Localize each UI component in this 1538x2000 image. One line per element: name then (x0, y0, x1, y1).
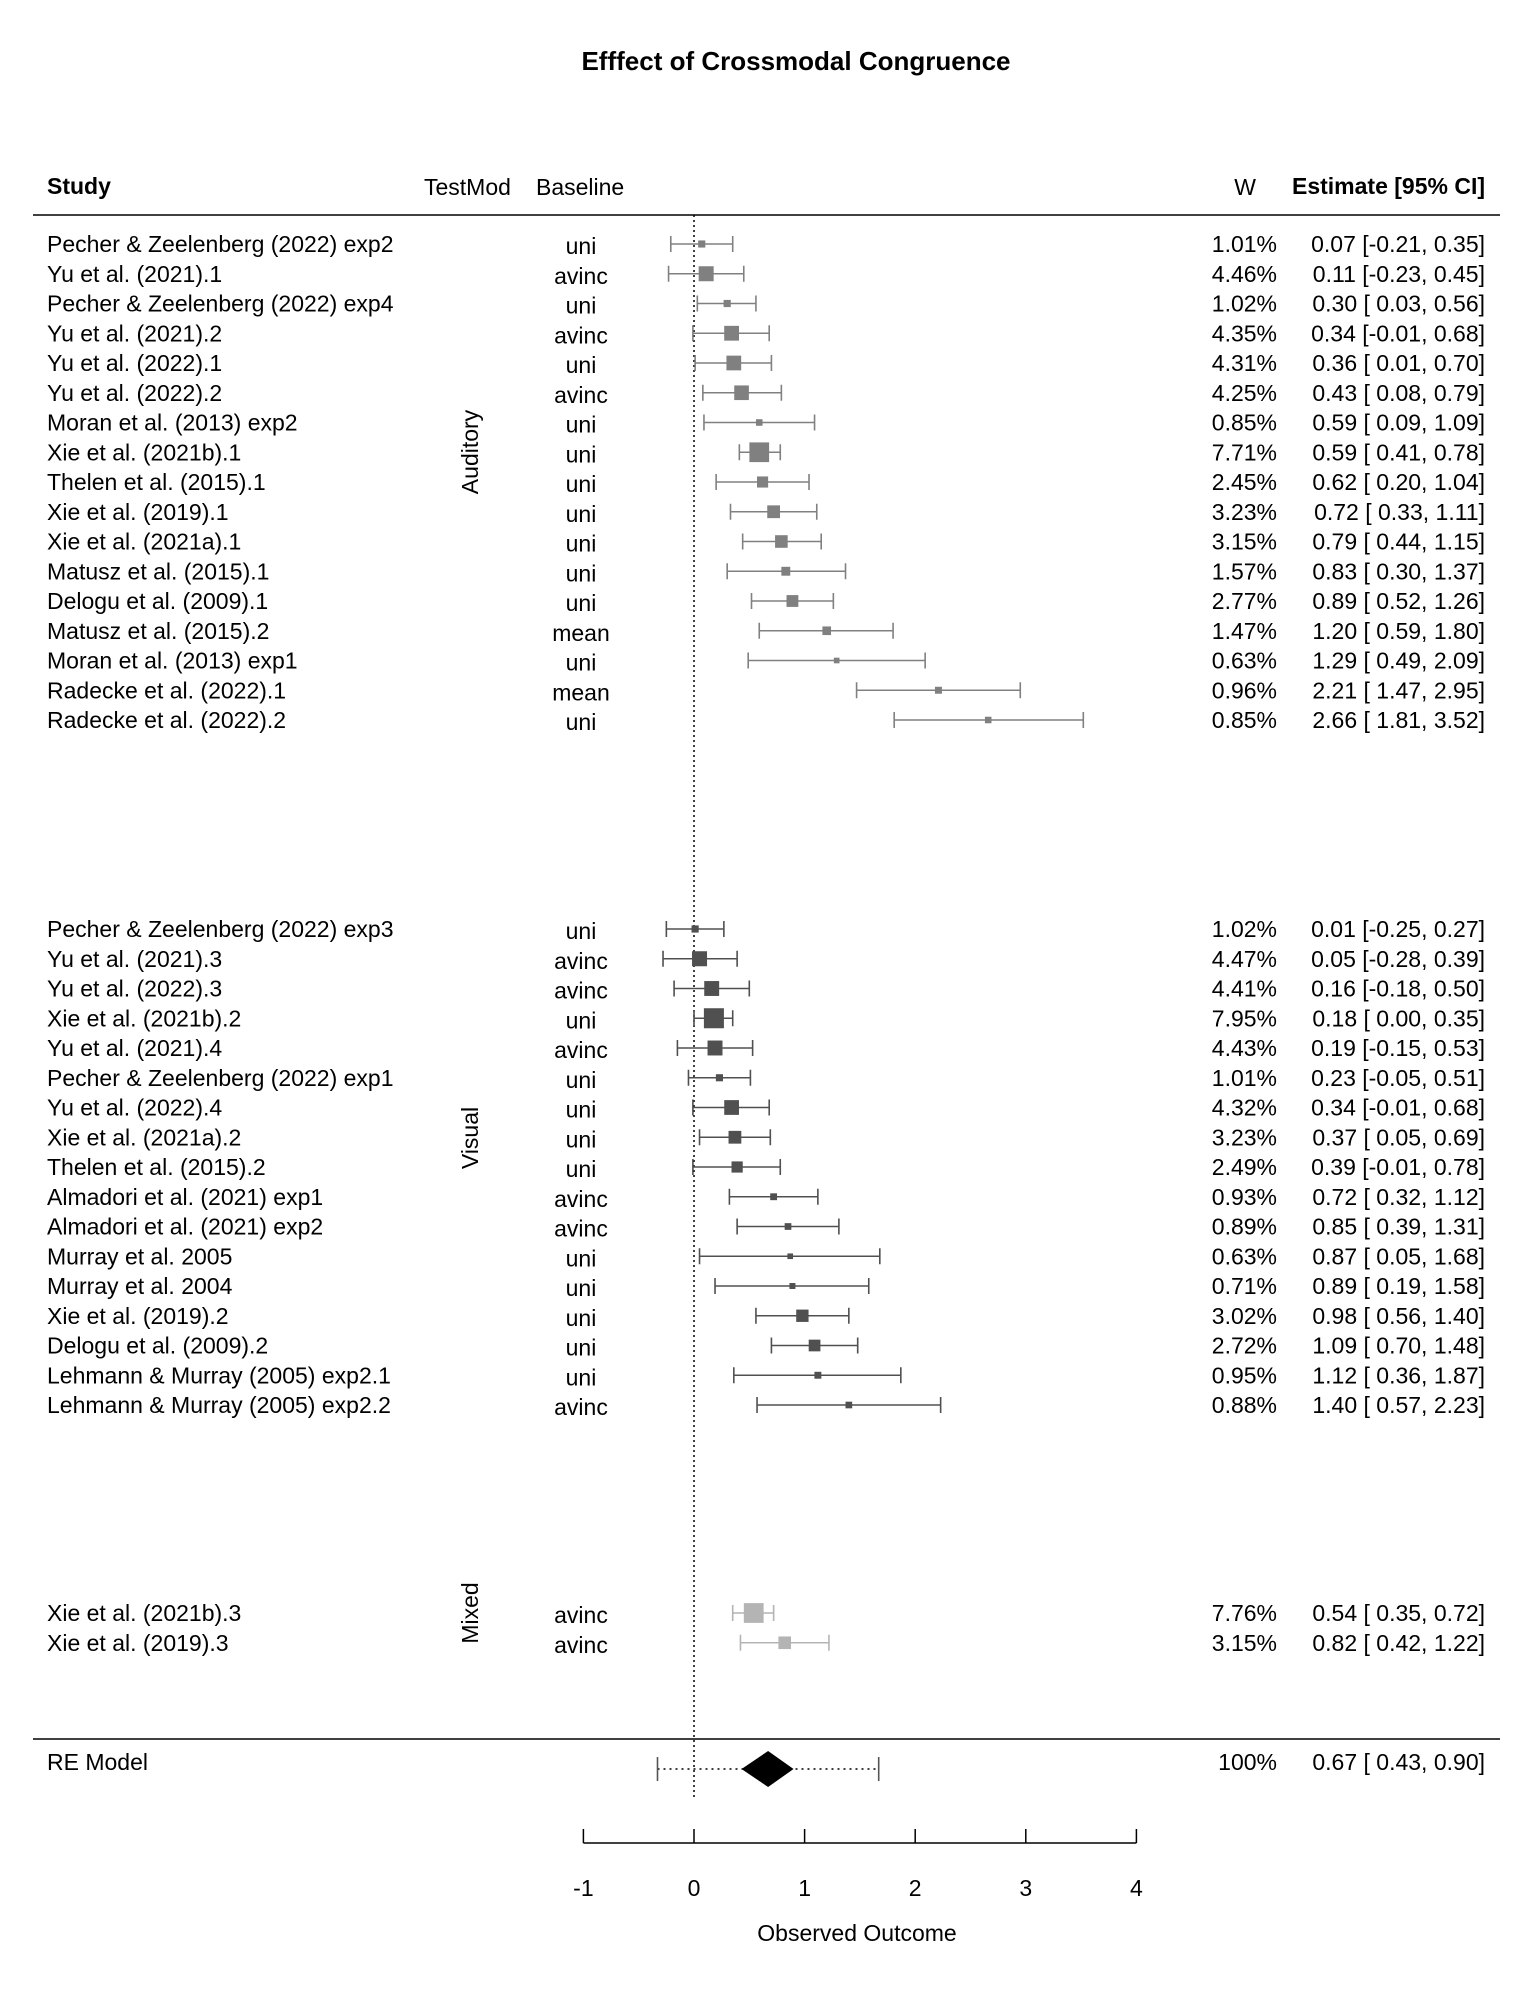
estimate-label: 1.12 [ 0.36, 1.87] (1312, 1362, 1485, 1389)
study-label: Pecher & Zeelenberg (2022) exp1 (47, 1064, 394, 1091)
study-row (47, 291, 1485, 319)
estimate-label: 0.89 [ 0.19, 1.58] (1312, 1273, 1485, 1299)
study-label: Xie et al. (2021a).2 (47, 1124, 242, 1151)
estimate-label: 0.82 [ 0.42, 1.22] (1312, 1629, 1485, 1656)
baseline-label: mean (552, 619, 610, 646)
weight-label: 4.47% (1211, 945, 1277, 972)
study-label: Murray et al. 2005 (47, 1243, 233, 1270)
study-row (47, 1303, 1485, 1331)
study-row (47, 916, 1485, 944)
study-row (47, 1273, 1485, 1301)
study-row (47, 1065, 1485, 1093)
study-label: Yu et al. (2022).4 (47, 1094, 223, 1121)
study-label: Matusz et al. (2015).1 (47, 558, 270, 585)
baseline-label: avinc (554, 977, 608, 1004)
study-row (47, 410, 1485, 438)
study-label: Murray et al. 2004 (47, 1273, 233, 1299)
baseline-label: uni (565, 292, 597, 319)
estimate-label: 0.59 [ 0.41, 0.78] (1312, 439, 1485, 466)
baseline-label: uni (565, 471, 597, 497)
weight-label: 4.43% (1211, 1035, 1277, 1061)
point-estimate-box (704, 981, 719, 996)
point-estimate-box (796, 1310, 808, 1322)
point-estimate-box (834, 658, 840, 664)
study-label: Xie et al. (2019).1 (47, 498, 229, 525)
weight-label: 7.95% (1211, 1005, 1277, 1032)
point-estimate-box (781, 567, 790, 576)
baseline-label: avinc (554, 947, 608, 974)
point-estimate-box (785, 1223, 792, 1230)
group-label: Auditory (457, 409, 483, 495)
estimate-label: 0.16 [-0.18, 0.50] (1311, 975, 1485, 1002)
weight-label: 0.93% (1211, 1183, 1277, 1210)
estimate-label: 0.18 [ 0.00, 0.35] (1312, 1005, 1485, 1032)
weight-label: 3.15% (1211, 528, 1277, 555)
point-estimate-box (846, 1402, 853, 1409)
baseline-label: uni (565, 1334, 597, 1361)
estimate-label: 1.40 [ 0.57, 2.23] (1312, 1392, 1485, 1418)
weight-label: 3.23% (1211, 498, 1277, 525)
point-estimate-box (770, 1193, 777, 1200)
study-row (47, 380, 1485, 408)
baseline-label: avinc (554, 1631, 608, 1658)
header-testmod: TestMod (424, 174, 511, 200)
weight-label: 3.15% (1211, 1629, 1277, 1656)
study-label: Pecher & Zeelenberg (2022) exp3 (47, 916, 394, 942)
weight-label: 3.23% (1211, 1124, 1277, 1151)
study-label: Matusz et al. (2015).2 (47, 617, 270, 644)
estimate-label: 1.09 [ 0.70, 1.48] (1312, 1332, 1485, 1359)
baseline-label: uni (565, 500, 597, 527)
chart-title: Efffect of Crossmodal Congruence (581, 46, 1011, 76)
weight-label: 7.76% (1211, 1600, 1277, 1626)
group-label: Visual (457, 1106, 483, 1170)
study-label: Xie et al. (2021a).1 (47, 528, 242, 555)
point-estimate-box (724, 1100, 739, 1115)
study-label: Almadori et al. (2021) exp2 (47, 1213, 324, 1240)
study-label: Lehmann & Murray (2005) exp2.1 (47, 1362, 391, 1389)
point-estimate-box (698, 240, 705, 247)
weight-label: 1.02% (1211, 290, 1277, 317)
estimate-label: 0.72 [ 0.33, 1.11] (1314, 498, 1485, 525)
weight-label: 1.01% (1211, 1064, 1277, 1091)
group-label: Mixed (457, 1582, 483, 1644)
weight-label: 0.85% (1211, 707, 1277, 733)
weight-label: 2.72% (1211, 1332, 1277, 1359)
weight-label: 2.49% (1211, 1154, 1277, 1180)
study-label: Xie et al. (2021b).3 (47, 1600, 242, 1626)
x-tick-label: 1 (798, 1875, 811, 1901)
point-estimate-box (756, 419, 763, 426)
point-estimate-box (767, 505, 780, 518)
study-label: Yu et al. (2021).2 (47, 320, 223, 347)
weight-label: 0.63% (1211, 1243, 1277, 1270)
weight-label: 0.85% (1211, 409, 1277, 436)
study-label: Delogu et al. (2009).1 (47, 588, 269, 614)
estimate-label: 0.37 [ 0.05, 0.69] (1312, 1124, 1485, 1151)
study-label: Radecke et al. (2022).1 (47, 677, 287, 704)
weight-label: 4.31% (1211, 350, 1277, 376)
point-estimate-box (699, 266, 714, 281)
study-label: Yu et al. (2022).3 (47, 975, 223, 1002)
estimate-label: 1.29 [ 0.49, 2.09] (1312, 647, 1485, 674)
baseline-label: uni (565, 441, 597, 468)
point-estimate-box (692, 925, 699, 932)
point-estimate-box (822, 626, 831, 635)
point-estimate-box (787, 1253, 793, 1259)
study-label: Thelen et al. (2015).1 (47, 469, 266, 495)
estimate-label: 0.34 [-0.01, 0.68] (1311, 320, 1485, 347)
weight-label: 0.89% (1211, 1213, 1277, 1240)
summary-estimate: 0.67 [ 0.43, 0.90] (1312, 1749, 1485, 1775)
baseline-label: uni (565, 560, 597, 587)
estimate-label: 0.85 [ 0.39, 1.31] (1312, 1213, 1485, 1240)
point-estimate-box (778, 1636, 791, 1649)
baseline-label: avinc (554, 1215, 608, 1242)
study-row (47, 1214, 1485, 1242)
weight-label: 1.01% (1211, 231, 1277, 257)
study-row (47, 1124, 1485, 1152)
study-row (47, 231, 1485, 259)
estimate-label: 0.07 [-0.21, 0.35] (1311, 231, 1485, 257)
baseline-label: avinc (554, 381, 608, 408)
weight-label: 0.88% (1211, 1392, 1277, 1418)
study-label: Yu et al. (2021).1 (47, 260, 223, 287)
study-label: Xie et al. (2019).3 (47, 1629, 229, 1656)
estimate-label: 2.21 [ 1.47, 2.95] (1312, 677, 1485, 704)
study-label: Lehmann & Murray (2005) exp2.2 (47, 1392, 391, 1418)
weight-label: 1.57% (1211, 558, 1277, 585)
weight-label: 0.63% (1211, 647, 1277, 674)
weight-label: 1.47% (1211, 617, 1277, 644)
weight-label: 0.96% (1211, 677, 1277, 704)
estimate-label: 0.05 [-0.28, 0.39] (1311, 945, 1485, 972)
weight-label: 1.02% (1211, 916, 1277, 942)
estimate-label: 0.36 [ 0.01, 0.70] (1312, 350, 1485, 376)
point-estimate-box (744, 1603, 764, 1623)
point-estimate-box (789, 1283, 795, 1289)
estimate-label: 0.79 [ 0.44, 1.15] (1312, 528, 1485, 555)
study-row (47, 529, 1485, 557)
point-estimate-box (787, 595, 799, 607)
weight-label: 4.35% (1211, 320, 1277, 347)
study-label: Radecke et al. (2022).2 (47, 707, 287, 733)
baseline-label: mean (552, 679, 610, 706)
point-estimate-box (724, 300, 731, 307)
study-row (47, 1005, 1485, 1033)
weight-label: 2.45% (1211, 469, 1277, 495)
estimate-label: 0.98 [ 0.56, 1.40] (1312, 1302, 1485, 1329)
study-label: Thelen et al. (2015).2 (47, 1154, 266, 1180)
estimate-label: 0.54 [ 0.35, 0.72] (1312, 1600, 1485, 1626)
point-estimate-box (985, 717, 992, 724)
point-estimate-box (935, 687, 942, 694)
summary-weight: 100% (1218, 1749, 1277, 1775)
study-row (47, 1035, 1485, 1063)
study-row (47, 350, 1485, 378)
header-study: Study (47, 173, 111, 199)
study-row (47, 1392, 1485, 1420)
x-tick-label: 3 (1019, 1875, 1033, 1901)
point-estimate-box (775, 535, 788, 548)
x-axis-label: Observed Outcome (757, 1920, 957, 1946)
study-label: Moran et al. (2013) exp2 (47, 409, 298, 436)
study-row (47, 1184, 1485, 1212)
estimate-label: 0.34 [-0.01, 0.68] (1311, 1094, 1485, 1121)
study-label: Moran et al. (2013) exp1 (47, 647, 298, 674)
estimate-label: 0.11 [-0.23, 0.45] (1312, 260, 1485, 287)
estimate-label: 0.83 [ 0.30, 1.37] (1312, 558, 1485, 585)
point-estimate-box (814, 1372, 821, 1379)
study-row (47, 1362, 1485, 1390)
header-estimate: Estimate [95% CI] (1291, 173, 1485, 199)
study-row (47, 320, 1485, 348)
estimate-label: 0.59 [ 0.09, 1.09] (1312, 409, 1485, 436)
baseline-label: avinc (554, 322, 608, 349)
study-label: Xie et al. (2021b).1 (47, 439, 242, 466)
study-row (47, 618, 1485, 646)
weight-label: 4.46% (1211, 260, 1277, 287)
study-row (47, 1600, 1485, 1628)
baseline-label: uni (565, 411, 597, 438)
estimate-label: 0.87 [ 0.05, 1.68] (1312, 1243, 1485, 1270)
study-row (47, 469, 1485, 497)
estimate-label: 0.62 [ 0.20, 1.04] (1312, 469, 1485, 495)
study-row (47, 1630, 1485, 1658)
study-row (47, 1154, 1485, 1182)
baseline-label: uni (565, 1304, 597, 1331)
baseline-label: uni (565, 709, 597, 735)
point-estimate-box (809, 1340, 821, 1352)
study-row (47, 439, 1485, 467)
baseline-label: uni (565, 233, 597, 259)
point-estimate-box (732, 1161, 743, 1172)
study-row (47, 976, 1485, 1004)
study-row (47, 946, 1485, 974)
weight-label: 0.95% (1211, 1362, 1277, 1389)
baseline-label: uni (565, 649, 597, 676)
estimate-label: 0.19 [-0.15, 0.53] (1311, 1035, 1485, 1061)
baseline-label: avinc (554, 1394, 608, 1420)
weight-label: 0.71% (1211, 1273, 1277, 1299)
header-weight: W (1234, 174, 1256, 200)
baseline-label: avinc (554, 1602, 608, 1628)
study-row (47, 1333, 1485, 1361)
estimate-label: 1.20 [ 0.59, 1.80] (1312, 617, 1485, 644)
baseline-label: uni (565, 530, 597, 557)
estimate-label: 0.23 [-0.05, 0.51] (1311, 1064, 1485, 1091)
study-row (47, 261, 1485, 289)
baseline-label: avinc (554, 262, 608, 289)
summary-diamond (742, 1751, 794, 1787)
point-estimate-box (724, 326, 739, 341)
weight-label: 4.41% (1211, 975, 1277, 1002)
study-row (47, 1095, 1485, 1123)
baseline-label: uni (565, 918, 597, 944)
x-tick-label: 4 (1130, 1875, 1143, 1901)
baseline-label: uni (565, 352, 597, 378)
point-estimate-box (708, 1041, 723, 1056)
estimate-label: 0.39 [-0.01, 0.78] (1311, 1154, 1485, 1180)
study-label: Yu et al. (2021).4 (47, 1035, 223, 1061)
baseline-label: uni (565, 1275, 597, 1301)
point-estimate-box (704, 1008, 724, 1028)
study-label: Almadori et al. (2021) exp1 (47, 1183, 324, 1210)
weight-label: 2.77% (1211, 588, 1277, 614)
study-row (47, 588, 1485, 616)
study-row (47, 648, 1485, 676)
point-estimate-box (734, 385, 749, 400)
estimate-label: 0.43 [ 0.08, 0.79] (1312, 379, 1485, 406)
baseline-label: uni (565, 1245, 597, 1272)
baseline-label: uni (565, 1156, 597, 1182)
study-row (47, 677, 1485, 705)
estimate-label: 0.89 [ 0.52, 1.26] (1312, 588, 1485, 614)
baseline-label: uni (565, 1096, 597, 1123)
weight-label: 4.32% (1211, 1094, 1277, 1121)
weight-label: 7.71% (1211, 439, 1277, 466)
study-label: Pecher & Zeelenberg (2022) exp2 (47, 231, 394, 257)
point-estimate-box (749, 442, 769, 462)
weight-label: 4.25% (1211, 379, 1277, 406)
estimate-label: 2.66 [ 1.81, 3.52] (1312, 707, 1485, 733)
estimate-label: 0.01 [-0.25, 0.27] (1311, 916, 1485, 942)
study-label: Xie et al. (2021b).2 (47, 1005, 242, 1032)
study-label: Pecher & Zeelenberg (2022) exp4 (47, 290, 394, 317)
x-tick-label: 0 (687, 1875, 701, 1901)
study-row (47, 558, 1485, 586)
baseline-label: uni (565, 1126, 597, 1153)
study-row (47, 707, 1485, 735)
point-estimate-box (729, 1131, 742, 1144)
study-row (47, 1243, 1485, 1271)
baseline-label: uni (565, 1007, 597, 1034)
study-label: Delogu et al. (2009).2 (47, 1332, 269, 1359)
study-label: Yu et al. (2022).2 (47, 379, 223, 406)
study-label: Xie et al. (2019).2 (47, 1302, 229, 1329)
x-tick-label: 2 (908, 1875, 922, 1901)
baseline-label: avinc (554, 1185, 608, 1212)
baseline-label: uni (565, 590, 597, 616)
weight-label: 3.02% (1211, 1302, 1277, 1329)
estimate-label: 0.72 [ 0.32, 1.12] (1312, 1183, 1485, 1210)
point-estimate-box (726, 356, 741, 371)
study-label: Yu et al. (2021).3 (47, 945, 223, 972)
estimate-label: 0.30 [ 0.03, 0.56] (1312, 290, 1485, 317)
point-estimate-box (692, 951, 707, 966)
baseline-label: avinc (554, 1037, 608, 1063)
point-estimate-box (757, 476, 768, 487)
header-baseline: Baseline (536, 174, 625, 200)
study-label: Yu et al. (2022).1 (47, 350, 223, 376)
baseline-label: uni (565, 1364, 597, 1391)
x-tick-label: -1 (573, 1875, 594, 1901)
study-row (47, 499, 1485, 527)
point-estimate-box (716, 1074, 723, 1081)
baseline-label: uni (565, 1066, 597, 1093)
summary-label: RE Model (47, 1749, 148, 1775)
